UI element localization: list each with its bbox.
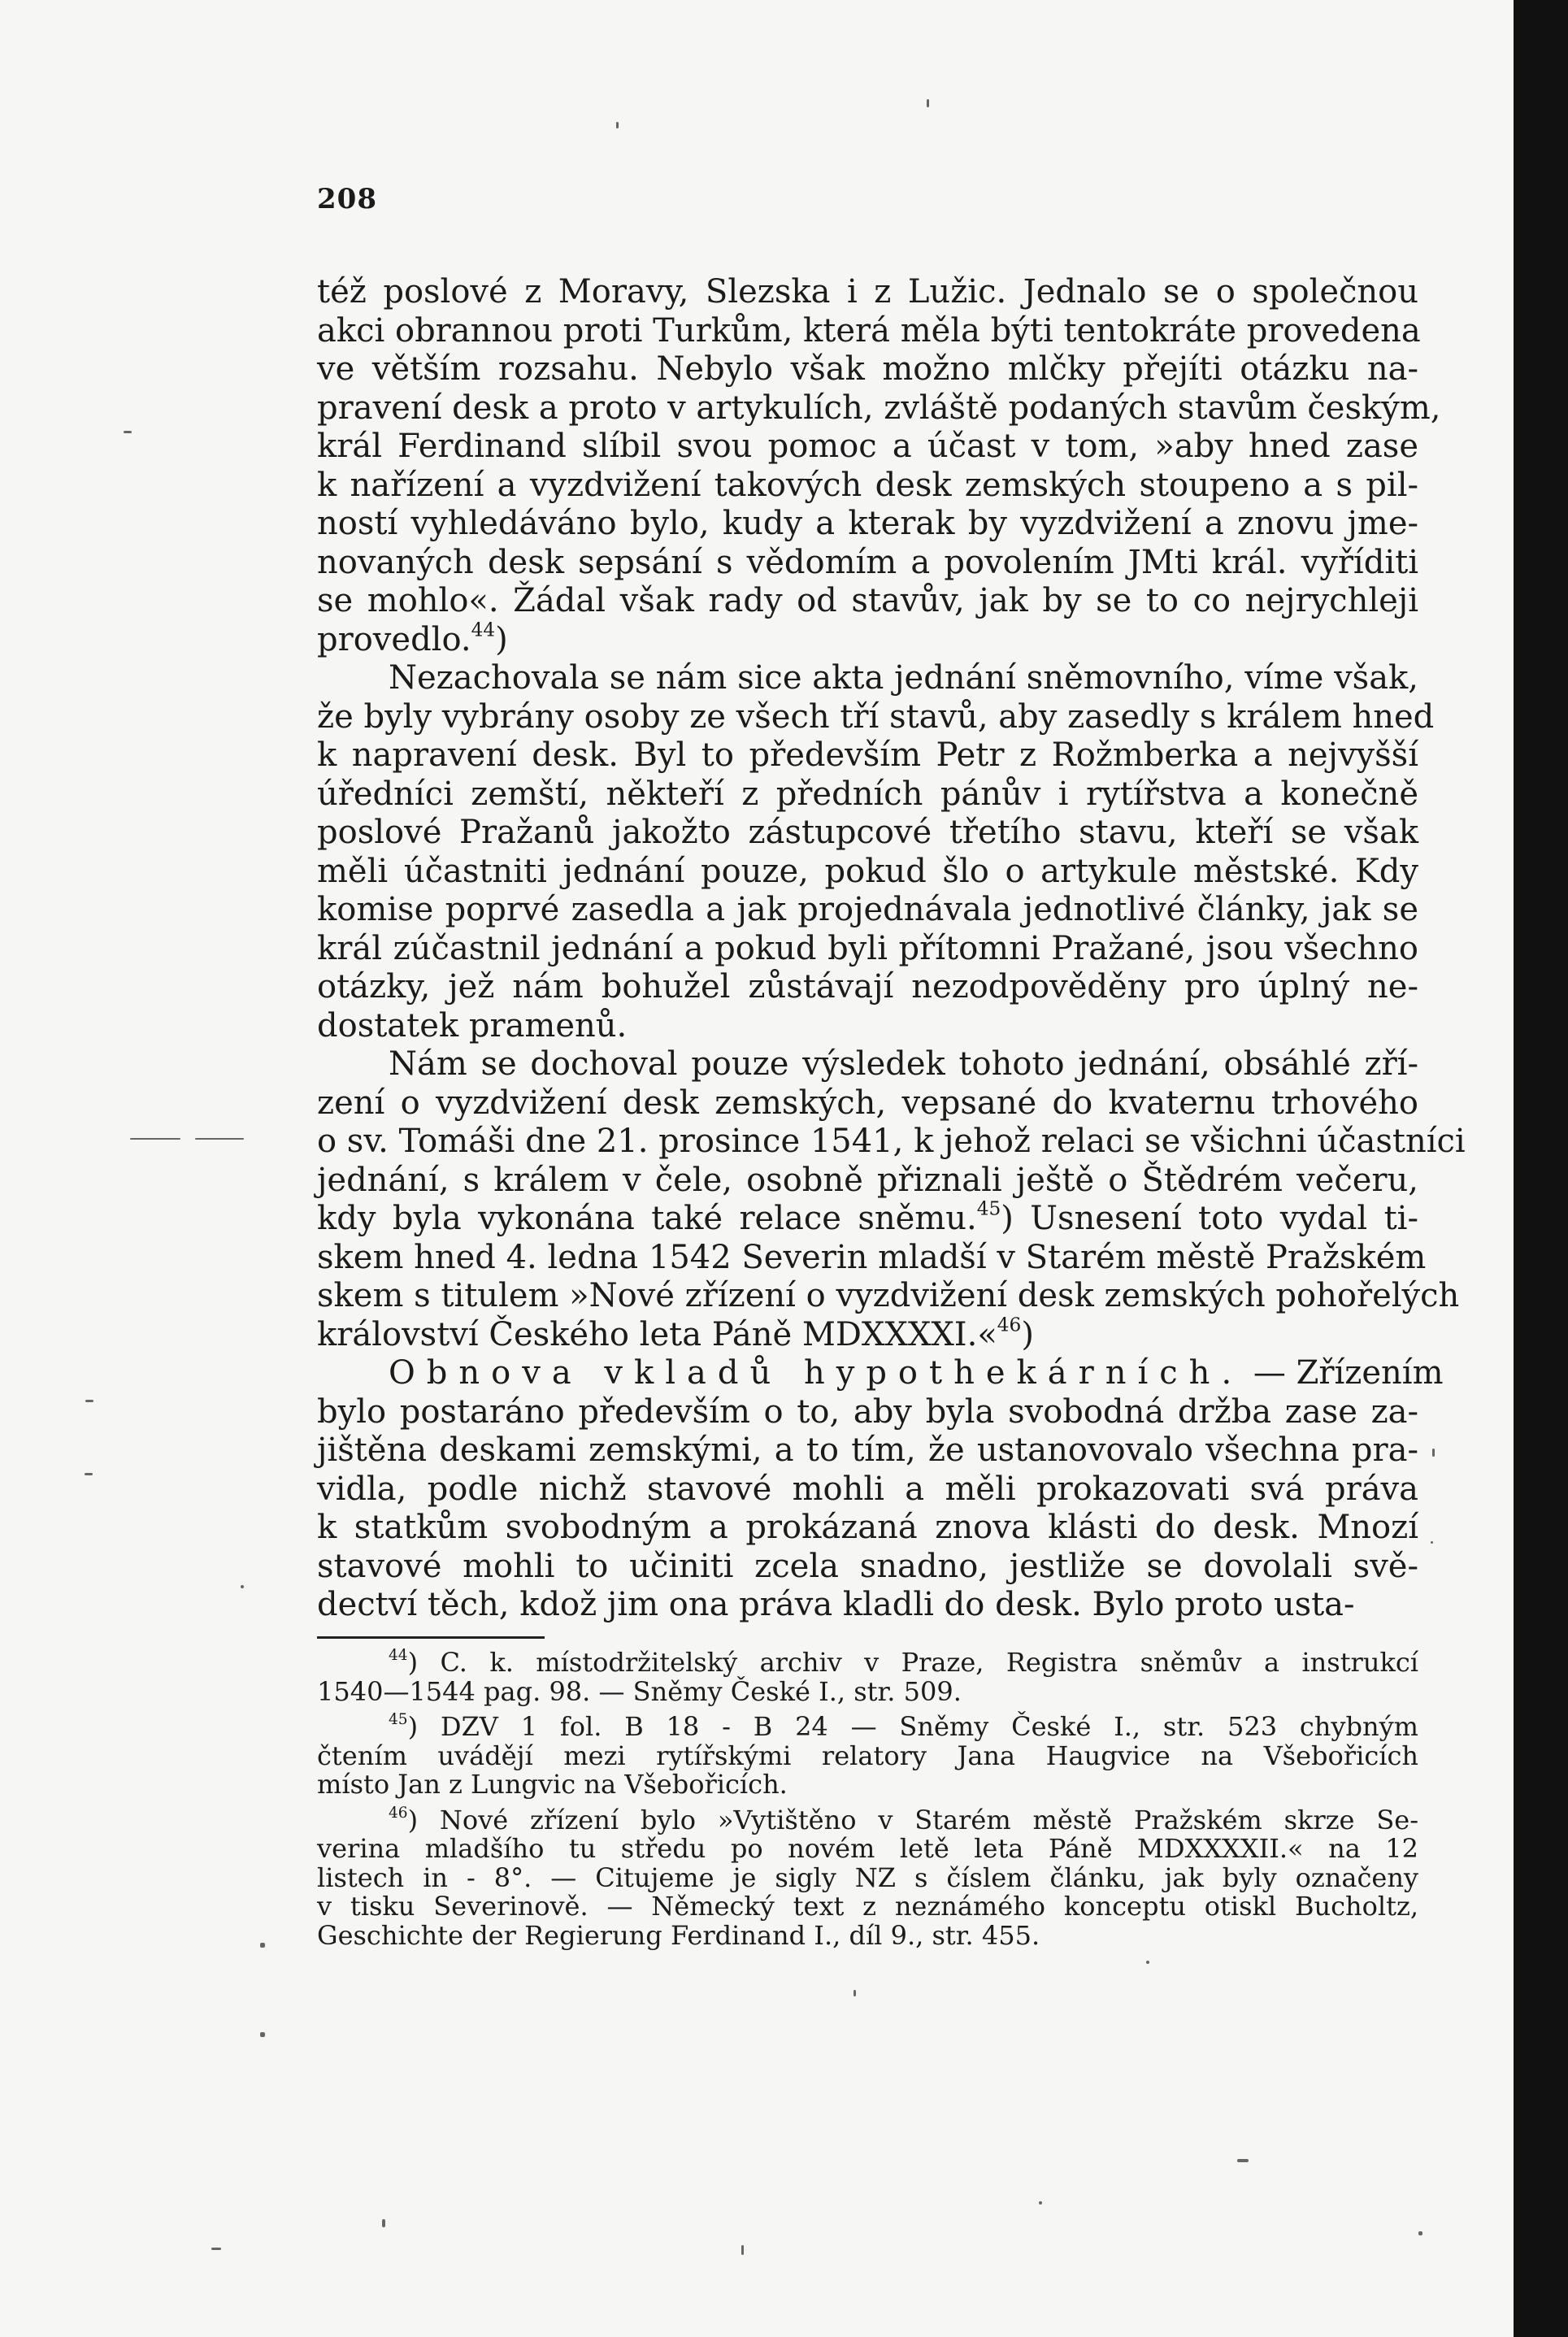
body-line: [317, 1277, 1460, 1316]
footnote-line: [317, 1770, 1418, 1800]
body-line: [317, 428, 1418, 467]
body-line-text: zení o vyzdvižení desk zemských, vepsané do kvaternu trhového: [317, 1084, 1418, 1122]
body-line: [317, 1548, 1418, 1587]
body-line-text: bylo postaráno především o to, aby byla svobodná držba zase za-: [317, 1392, 1418, 1431]
body-line: [317, 930, 1418, 969]
body-line-text: měli účastniti jednání pouze, pokud šlo o artykule městské. Kdy: [317, 852, 1418, 890]
footnote-separator: [317, 1636, 545, 1639]
scan-speck: [927, 99, 929, 107]
footnote-text: ) DZV 1 fol. B 18 - B 24 — Sněmy České I., str. 523 chybným: [407, 1711, 1418, 1742]
body-line: [317, 853, 1418, 892]
footnote-text: verina mladšího tu středu po novém letě leta Páně MDXXXXII.« na 12: [317, 1833, 1418, 1864]
scan-speck: [1418, 2231, 1422, 2235]
body-line: [317, 1197, 1418, 1239]
body-line: [317, 273, 1418, 312]
body-line-text: — Zřízením: [1243, 1354, 1444, 1392]
scan-speck: [85, 1400, 93, 1402]
body-line: [317, 1045, 1418, 1084]
body-line: [317, 505, 1418, 544]
body-line: [317, 775, 1418, 814]
footnotes: [317, 1648, 1418, 1950]
scan-speck: [1432, 1449, 1435, 1457]
footnote-reference[interactable]: 44: [471, 619, 496, 641]
footnote-line: [317, 1835, 1418, 1864]
body-line-text: ností vyhledáváno bylo, kudy a kterak by vyzdvižení a znovu jme-: [317, 505, 1418, 542]
body-line: [317, 467, 1418, 506]
body-line-text: pravení desk a proto v artykulích, zvláště podaných stavům českým,: [317, 389, 1441, 427]
scan-speck: [853, 1990, 856, 1996]
body-line-text: akci obrannou proti Turkům, která měla býti tentokráte provedena: [317, 311, 1421, 350]
scan-speck: [1039, 2201, 1042, 2205]
body-line-text: ): [1021, 1315, 1034, 1353]
footnote-line: [317, 1861, 1418, 1893]
body-line-text: království Českého leta Páně MDXXXXI.«: [317, 1315, 997, 1353]
footnote-line: [317, 1648, 1418, 1678]
body-line-text: dostatek pramenů.: [317, 1006, 628, 1045]
body-line-text: král zúčastnil jednání a pokud byli přítomni Pražané, jsou všechno: [317, 929, 1418, 967]
body-line: [317, 621, 1418, 660]
body-line: [317, 1007, 1418, 1046]
body-line-text: k napravení desk. Byl to především Petr z Rožmberka a nejvyšší: [317, 736, 1418, 774]
body-line-text: též poslové z Moravy, Slezska i z Lužic. Jednalo se o společnou: [317, 273, 1418, 311]
footnote-line: [317, 1892, 1418, 1922]
body-line-text: dectví těch, kdož jim ona práva kladli do desk. Bylo proto usta-: [317, 1586, 1355, 1623]
scan-speck: [195, 1138, 244, 1140]
page-number: 208: [317, 183, 377, 215]
section-heading: Obnova vkladů hypothekárních.: [389, 1354, 1244, 1392]
body-line-text: Nám se dochoval pouze výsledek tohoto jednání, obsáhlé zří-: [389, 1045, 1418, 1083]
footnote-number: 44: [389, 1647, 408, 1665]
body-line-text: Nezachovala se nám sice akta jednání sněmovního, víme však,: [389, 659, 1418, 697]
body-line: [317, 736, 1418, 775]
scan-speck: [85, 1473, 93, 1475]
footnote-number: 45: [389, 1711, 408, 1729]
body-line: [317, 311, 1421, 351]
body-line: [317, 1354, 1444, 1393]
body-line-text: novaných desk sepsání s vědomím a povolením JMti král. vyříditi: [317, 543, 1418, 581]
body-line: [317, 1316, 1418, 1355]
body-line-text: úředníci zemští, někteří z předních pánův i rytířstva a konečně: [317, 775, 1418, 813]
body-line: [317, 891, 1418, 930]
body-line: [317, 1509, 1418, 1548]
body-line-text: ve větším rozsahu. Nebylo však možno mlčky přejíti otázku na-: [317, 350, 1418, 388]
scan-speck: [260, 1943, 265, 1948]
body-line-text: jednání, s králem v čele, osobně přiznali ještě o Štědrém večeru,: [317, 1161, 1418, 1199]
footnote-line: [317, 1713, 1418, 1742]
body-line-text: k statkům svobodným a prokázaná znova klásti do desk. Mnozí: [317, 1509, 1418, 1546]
body-line: [317, 1123, 1466, 1162]
body-line-text: poslové Pražanů jakožto zástupcové třetího stavu, kteří se však: [317, 814, 1418, 851]
body-line-text: jištěna deskami zemskými, a to tím, že ustanovovalo všechna pra-: [317, 1431, 1418, 1469]
body-line-text: stavové mohli to učiniti zcela snadno, jestliže se dovolali svě-: [317, 1547, 1418, 1585]
scan-speck: [130, 1138, 180, 1140]
footnote-text: 1540—1544 pag. 98. — Sněmy České I., str. 509.: [317, 1675, 962, 1707]
footnote-text: ) Nové zřízení bylo »Vytištěno v Starém městě Pražském skrze Se-: [407, 1804, 1418, 1835]
body-line-text: otázky, jež nám bohužel zůstávají nezodpověděny pro úplný ne-: [317, 968, 1418, 1006]
body-line: [317, 968, 1418, 1007]
body-line-text: kdy byla vykonána také relace sněmu.: [317, 1200, 977, 1237]
footnote-line: [317, 1675, 1418, 1707]
body-line: [317, 697, 1435, 737]
body-line: [317, 389, 1441, 428]
scan-speck: [124, 431, 132, 433]
body-line-text: skem hned 4. ledna 1542 Severin mladší v Starém městě Pražském: [317, 1238, 1427, 1276]
body-line-text: provedlo.: [317, 620, 471, 658]
body-line-text: vidla, podle nichž stavové mohli a měli prokazovati svá práva: [317, 1470, 1418, 1508]
body-line: [317, 1162, 1418, 1201]
body-line: [317, 1084, 1418, 1123]
body-line-text: skem s titulem »Nové zřízení o vyzdvižení desk zemských pohořelých: [317, 1277, 1460, 1314]
body-line: [317, 1431, 1418, 1470]
footnote-text: Geschichte der Regierung Ferdinand I., díl 9., str. 455.: [317, 1919, 1040, 1951]
body-line: [317, 659, 1418, 698]
scan-speck: [260, 2032, 265, 2037]
footnote-reference[interactable]: 45: [976, 1197, 1001, 1220]
footnote-text: čtením uvádějí mezi rytířskými relatory Jana Haugvice na Všebořicích: [317, 1740, 1418, 1771]
footnote-reference[interactable]: 46: [997, 1314, 1022, 1336]
footnote-line: [317, 1742, 1418, 1771]
body-line: [317, 544, 1418, 583]
body-line-text: ) Usnesení toto vydal ti-: [1001, 1200, 1418, 1237]
footnote-number: 46: [389, 1804, 408, 1822]
body-line: [317, 1470, 1418, 1509]
footnote-text: místo Jan z Lungvic na Všebořicích.: [317, 1769, 788, 1800]
body-line: [317, 814, 1418, 853]
scan-speck: [1431, 1541, 1433, 1544]
body-line-text: o sv. Tomáši dne 21. prosince 1541, k jehož relaci se všichni účastníci: [317, 1123, 1466, 1160]
scan-speck: [382, 2219, 385, 2227]
body-line: [317, 350, 1418, 389]
scan-speck: [1237, 2159, 1249, 2162]
body-line: [317, 582, 1418, 621]
body-text: [317, 273, 1466, 1625]
footnote-line: [317, 1806, 1418, 1835]
body-line-text: komise poprvé zasedla a jak projednávala jednotlivé články, jak se: [317, 891, 1418, 928]
scan-speck: [741, 2245, 744, 2255]
footnote-text: ) C. k. místodržitelský archiv v Praze, Registra sněmův a instrukcí: [407, 1647, 1418, 1678]
scan-speck: [1146, 1961, 1149, 1964]
body-line: [317, 1393, 1418, 1432]
body-line-text: král Ferdinand slíbil svou pomoc a účast v tom, »aby hned zase: [317, 428, 1418, 465]
body-line: [317, 1586, 1418, 1625]
body-line-text: že byly vybrány osoby ze všech tří stavů, aby zasedly s králem hned: [317, 697, 1435, 736]
body-line-text: se mohlo«. Žádal však rady od stavův, jak by se to co nejrychleji: [317, 582, 1418, 619]
body-line: [317, 1238, 1427, 1278]
scan-speck: [241, 1585, 244, 1588]
body-line-text: ): [495, 620, 508, 658]
footnote-text: listech in - 8°. — Citujeme je sigly NZ s číslem článku, jak byly označeny: [317, 1861, 1418, 1893]
scan-speck: [211, 2248, 221, 2250]
footnote-text: v tisku Severinově. — Německý text z neznámého konceptu otiskl Bucholtz,: [317, 1891, 1418, 1922]
body-line-text: k nařízení a vyzdvižení takových desk zemských stoupeno a s pil-: [317, 466, 1418, 504]
footnote-line: [317, 1919, 1418, 1951]
scan-speck: [616, 122, 619, 128]
